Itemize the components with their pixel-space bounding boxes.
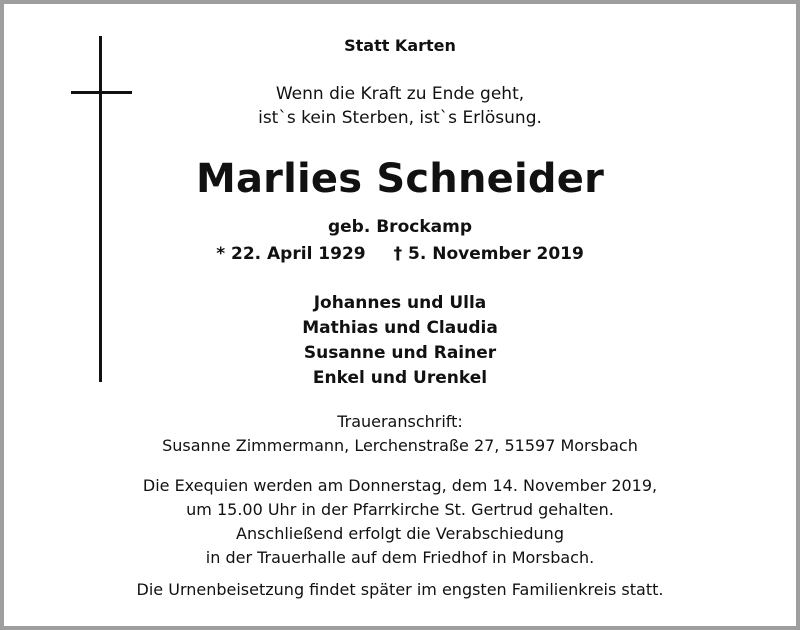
address-label: Traueranschrift: [337, 412, 463, 431]
mourner-item: Mathias und Claudia [302, 318, 498, 338]
verse [4, 82, 796, 130]
verse-line-2: ist`s kein Sterben, ist`s Erlösung. [258, 108, 542, 128]
exequien-line-1: Die Exequien werden am Donnerstag, dem 14. November 2019, [142, 476, 658, 495]
mourner-item: Susanne und Rainer [303, 343, 497, 363]
address-value: Susanne Zimmermann, Lerchenstraße 27, 51597 Morsbach [162, 436, 638, 455]
exequien-notice [4, 474, 796, 570]
exequien-line-4: in der Trauerhalle auf dem Friedhof in Morsbach. [205, 548, 595, 567]
statt-karten-header: Statt Karten [344, 36, 456, 55]
deceased-name: Marlies Schneider [195, 156, 604, 202]
exequien-line-3: Anschließend erfolgt die Verabschiedung [236, 524, 564, 543]
verse-line-1: Wenn die Kraft zu Ende geht, [275, 84, 525, 104]
mourner-item: Enkel und Urenkel [312, 368, 488, 388]
mourners-list [4, 291, 796, 391]
mourner-item: Johannes und Ulla [313, 293, 487, 313]
life-dates [4, 244, 796, 264]
birth-date: * 22. April 1929 [216, 244, 366, 264]
exequien-line-2: um 15.00 Uhr in der Pfarrkirche St. Gertrud gehalten. [186, 500, 614, 519]
maiden-name: geb. Brockamp [327, 217, 472, 237]
burial-note: Die Urnenbeisetzung findet später im engsten Familienkreis statt. [136, 580, 664, 599]
death-date: † 5. November 2019 [393, 244, 584, 264]
